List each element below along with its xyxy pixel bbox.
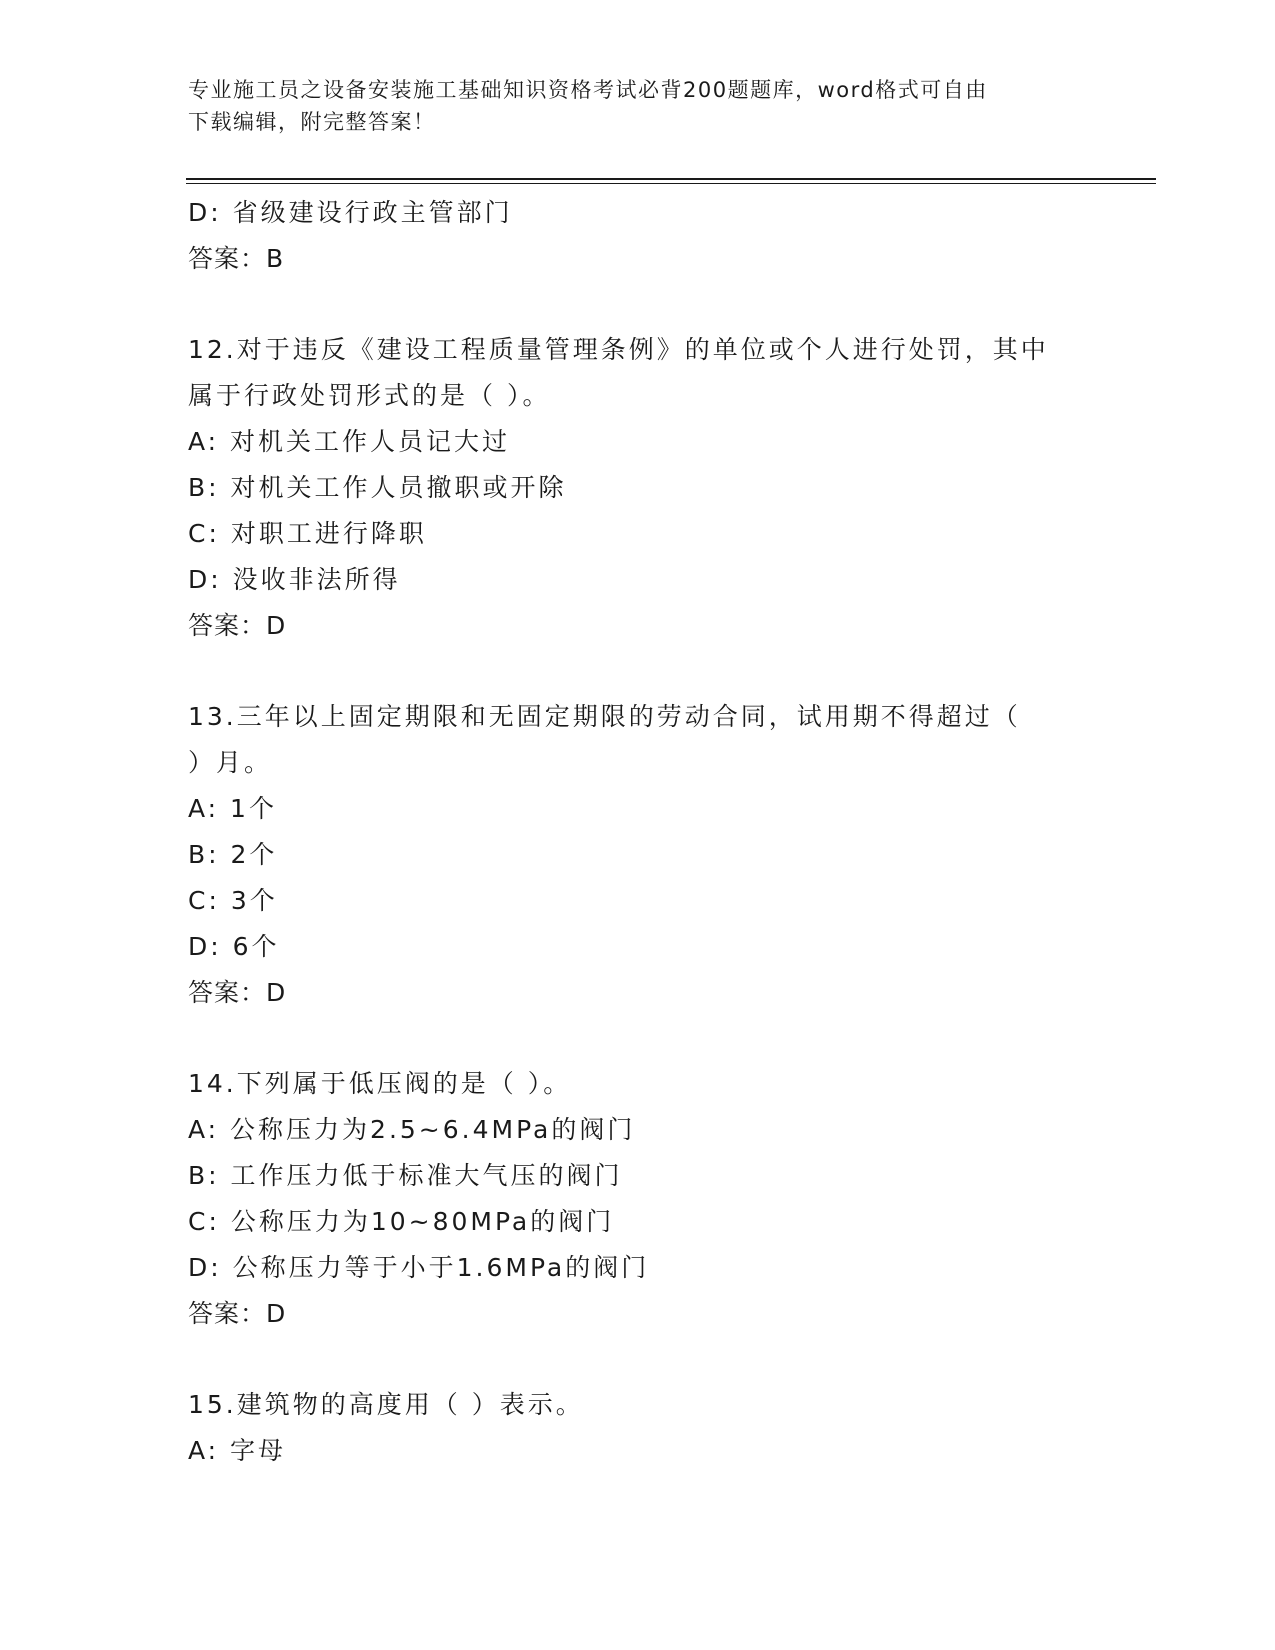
option-b: B: 2个 [188,840,278,869]
option-d: D: 公称压力等于小于1.6MPa的阀门 [188,1253,650,1282]
option-c: C: 3个 [188,886,278,915]
question-12 [188,327,1088,649]
option-a: A: 公称压力为2.5~6.4MPa的阀门 [188,1115,636,1144]
document-body [188,190,1088,1474]
header-line-2: 下载编辑，附完整答案！ [188,110,436,134]
question-15 [188,1382,1088,1474]
question-stem-cont: 属于行政处罚形式的是（ ）。 [188,381,551,410]
question-11-tail [188,190,1088,282]
question-stem: 15.建筑物的高度用（ ）表示。 [188,1390,584,1419]
answer: 答案：D [188,611,287,640]
question-13 [188,694,1088,1016]
question-stem: 12.对于违反《建设工程质量管理条例》的单位或个人进行处罚，其中 [188,335,1049,364]
question-stem: 14.下列属于低压阀的是（ ）。 [188,1069,572,1098]
question-stem: 13.三年以上固定期限和无固定期限的劳动合同，试用期不得超过（ [188,702,1021,731]
option-a: A: 1个 [188,794,277,823]
header-divider-thin [186,183,1156,184]
option-d: D: 没收非法所得 [188,565,401,594]
option-c: C: 对职工进行降职 [188,519,427,548]
header-divider-thick [186,178,1156,180]
option-c: C: 公称压力为10~80MPa的阀门 [188,1207,615,1236]
option-b: B: 工作压力低于标准大气压的阀门 [188,1161,623,1190]
option-b: B: 对机关工作人员撤职或开除 [188,473,567,502]
answer: 答案：D [188,1299,287,1328]
document-header [188,74,1068,138]
option-a: A: 字母 [188,1436,287,1465]
header-line-1: 专业施工员之设备安装施工基础知识资格考试必背200题题库，word格式可自由 [188,78,988,102]
option-d: D: 6个 [188,932,280,961]
answer: 答案：B [188,244,285,273]
option-d: D: 省级建设行政主管部门 [188,198,513,227]
option-a: A: 对机关工作人员记大过 [188,427,511,456]
question-stem-cont: ）月。 [188,748,273,777]
answer: 答案：D [188,978,287,1007]
question-14 [188,1061,1088,1337]
